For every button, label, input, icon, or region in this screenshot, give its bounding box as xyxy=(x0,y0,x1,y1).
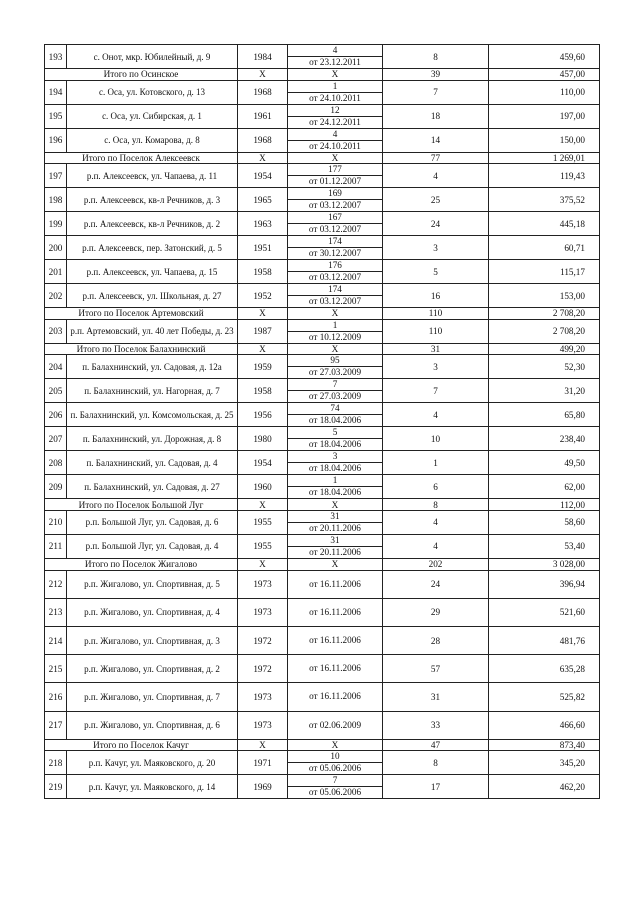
document-cell xyxy=(288,711,383,739)
document-date: от 05.06.2006 xyxy=(308,763,362,774)
address-cell: с. Оса, ул. Котовского, д. 13 xyxy=(67,80,238,104)
row-number-cell: 213 xyxy=(45,598,67,626)
count-cell: 10 xyxy=(383,427,489,451)
count-cell: 57 xyxy=(383,655,489,683)
count-cell: 31 xyxy=(383,343,489,355)
count-cell: 5 xyxy=(383,260,489,284)
table-row xyxy=(45,510,600,534)
address-cell: р.п. Алексеевск, ул. Чапаева, д. 15 xyxy=(67,260,238,284)
document-cell xyxy=(288,128,383,152)
document-number: 167 xyxy=(288,212,382,224)
area-cell: 52,30 xyxy=(489,355,600,379)
document-cell: Х xyxy=(288,152,383,164)
document-cell xyxy=(288,683,383,711)
document-number: 10 xyxy=(288,751,382,763)
subtotal-label: Итого по Поселок Жигалово xyxy=(45,558,238,570)
count-cell: 110 xyxy=(383,319,489,343)
document-cell xyxy=(288,164,383,188)
subtotal-label: Итого по Поселок Качуг xyxy=(45,739,238,751)
subtotal-row xyxy=(45,499,600,511)
document-cell xyxy=(288,775,383,799)
document-number: 1 xyxy=(288,475,382,487)
area-cell: 238,40 xyxy=(489,427,600,451)
area-cell: 499,20 xyxy=(489,343,600,355)
document-date: от 20.11.2006 xyxy=(309,522,361,533)
area-cell: 31,20 xyxy=(489,379,600,403)
table-row xyxy=(45,626,600,654)
document-cell xyxy=(288,427,383,451)
address-cell: р.п. Жигалово, ул. Спортивная, д. 5 xyxy=(67,570,238,598)
document-number: 4 xyxy=(288,129,382,141)
row-number-cell: 214 xyxy=(45,626,67,654)
document-date: от 24.10.2011 xyxy=(309,140,361,151)
area-cell: 53,40 xyxy=(489,534,600,558)
area-cell: 1 269,01 xyxy=(489,152,600,164)
document-cell: Х xyxy=(288,308,383,320)
count-cell: 47 xyxy=(383,739,489,751)
subtotal-row xyxy=(45,308,600,320)
document-number: 7 xyxy=(288,379,382,391)
address-cell: р.п. Жигалово, ул. Спортивная, д. 3 xyxy=(67,626,238,654)
area-cell: 2 708,20 xyxy=(489,319,600,343)
year-cell: Х xyxy=(238,558,288,570)
address-cell: п. Балахнинский, ул. Садовая, д. 12а xyxy=(67,355,238,379)
subtotal-label: Итого по Поселок Балахнинский xyxy=(45,343,238,355)
area-cell: 65,80 xyxy=(489,403,600,427)
count-cell: 3 xyxy=(383,355,489,379)
count-cell: 24 xyxy=(383,570,489,598)
count-cell: 4 xyxy=(383,534,489,558)
row-number-cell: 219 xyxy=(45,775,67,799)
row-number-cell: 217 xyxy=(45,711,67,739)
row-number-cell: 211 xyxy=(45,534,67,558)
count-cell: 17 xyxy=(383,775,489,799)
table-row xyxy=(45,427,600,451)
row-number-cell: 207 xyxy=(45,427,67,451)
area-cell: 3 028,00 xyxy=(489,558,600,570)
area-cell: 462,20 xyxy=(489,775,600,799)
table-row xyxy=(45,379,600,403)
year-cell: 1961 xyxy=(238,104,288,128)
document-date: от 10.12.2009 xyxy=(308,331,362,342)
year-cell: 1955 xyxy=(238,510,288,534)
year-cell: Х xyxy=(238,152,288,164)
document-cell xyxy=(288,80,383,104)
document-date: от 30.12.2007 xyxy=(308,248,362,259)
document-cell xyxy=(288,598,383,626)
count-cell: 14 xyxy=(383,128,489,152)
address-cell: с. Онот, мкр. Юбилейный, д. 9 xyxy=(67,45,238,69)
document-number: 169 xyxy=(288,188,382,200)
table-row xyxy=(45,236,600,260)
document-cell xyxy=(288,570,383,598)
document-date: от 18.04.2006 xyxy=(308,439,362,450)
address-cell: с. Оса, ул. Комарова, д. 8 xyxy=(67,128,238,152)
document-date: от 18.04.2006 xyxy=(308,487,362,498)
document-cell xyxy=(288,45,383,69)
subtotal-row xyxy=(45,739,600,751)
year-cell: 1963 xyxy=(238,212,288,236)
count-cell: 110 xyxy=(383,308,489,320)
year-cell: 1959 xyxy=(238,355,288,379)
subtotal-row xyxy=(45,152,600,164)
table-row xyxy=(45,534,600,558)
area-cell: 635,28 xyxy=(489,655,600,683)
table-row xyxy=(45,570,600,598)
document-cell xyxy=(288,284,383,308)
count-cell: 25 xyxy=(383,188,489,212)
year-cell: 1987 xyxy=(238,319,288,343)
count-cell: 28 xyxy=(383,626,489,654)
document-cell xyxy=(288,655,383,683)
count-cell: 6 xyxy=(383,475,489,499)
document-cell xyxy=(288,451,383,475)
address-cell: р.п. Алексеевск, кв-л Речников, д. 3 xyxy=(67,188,238,212)
year-cell: 1972 xyxy=(238,655,288,683)
area-cell: 115,17 xyxy=(489,260,600,284)
document-cell xyxy=(288,475,383,499)
row-number-cell: 215 xyxy=(45,655,67,683)
area-cell: 60,71 xyxy=(489,236,600,260)
area-cell: 49,50 xyxy=(489,451,600,475)
document-number: 31 xyxy=(288,511,382,523)
count-cell: 77 xyxy=(383,152,489,164)
document-date: от 03.12.2007 xyxy=(308,200,362,211)
count-cell: 202 xyxy=(383,558,489,570)
document-date: от 27.03.2009 xyxy=(308,367,362,378)
table-row xyxy=(45,260,600,284)
year-cell: Х xyxy=(238,343,288,355)
count-cell: 39 xyxy=(383,69,489,81)
row-number-cell: 202 xyxy=(45,284,67,308)
year-cell: 1951 xyxy=(238,236,288,260)
year-cell: 1973 xyxy=(238,683,288,711)
document-cell xyxy=(288,212,383,236)
document-date: от 16.11.2006 xyxy=(309,691,361,702)
count-cell: 16 xyxy=(383,284,489,308)
subtotal-row xyxy=(45,343,600,355)
document-cell xyxy=(288,534,383,558)
row-number-cell: 208 xyxy=(45,451,67,475)
document-number: 1 xyxy=(288,320,382,332)
row-number-cell: 209 xyxy=(45,475,67,499)
document-number: 3 xyxy=(288,451,382,463)
area-cell: 153,00 xyxy=(489,284,600,308)
document-cell xyxy=(288,260,383,284)
table-row xyxy=(45,104,600,128)
document-number: 1 xyxy=(288,81,382,93)
row-number-cell: 193 xyxy=(45,45,67,69)
count-cell: 7 xyxy=(383,379,489,403)
document-date: от 23.12.2011 xyxy=(309,57,361,67)
document-number: 177 xyxy=(288,164,382,176)
row-number-cell: 216 xyxy=(45,683,67,711)
year-cell: Х xyxy=(238,69,288,81)
row-number-cell: 204 xyxy=(45,355,67,379)
document-date: от 18.04.2006 xyxy=(308,463,362,474)
area-cell: 445,18 xyxy=(489,212,600,236)
subtotal-row xyxy=(45,69,600,81)
table-row xyxy=(45,212,600,236)
address-cell: р.п. Жигалово, ул. Спортивная, д. 4 xyxy=(67,598,238,626)
area-cell: 2 708,20 xyxy=(489,308,600,320)
document-number: 174 xyxy=(288,236,382,248)
table-row xyxy=(45,128,600,152)
row-number-cell: 203 xyxy=(45,319,67,343)
table-row xyxy=(45,655,600,683)
row-number-cell: 205 xyxy=(45,379,67,403)
table-row xyxy=(45,598,600,626)
subtotal-row xyxy=(45,558,600,570)
address-cell: п. Балахнинский, ул. Дорожная, д. 8 xyxy=(67,427,238,451)
area-cell: 375,52 xyxy=(489,188,600,212)
document-date: от 24.10.2011 xyxy=(309,92,361,103)
document-cell xyxy=(288,510,383,534)
count-cell: 4 xyxy=(383,403,489,427)
year-cell: 1956 xyxy=(238,403,288,427)
table-row xyxy=(45,451,600,475)
register-body xyxy=(45,45,600,799)
year-cell: 1958 xyxy=(238,379,288,403)
count-cell: 4 xyxy=(383,164,489,188)
count-cell: 8 xyxy=(383,751,489,775)
document-cell xyxy=(288,188,383,212)
area-cell: 459,60 xyxy=(489,45,600,69)
document-date: от 27.03.2009 xyxy=(308,391,362,402)
year-cell: 1968 xyxy=(238,80,288,104)
count-cell: 7 xyxy=(383,80,489,104)
address-cell: р.п. Жигалово, ул. Спортивная, д. 7 xyxy=(67,683,238,711)
address-cell: р.п. Большой Луг, ул. Садовая, д. 4 xyxy=(67,534,238,558)
document-cell xyxy=(288,236,383,260)
document-cell: Х xyxy=(288,69,383,81)
table-row xyxy=(45,164,600,188)
row-number-cell: 206 xyxy=(45,403,67,427)
area-cell: 873,40 xyxy=(489,739,600,751)
area-cell: 466,60 xyxy=(489,711,600,739)
document-number: 12 xyxy=(288,105,382,117)
count-cell: 1 xyxy=(383,451,489,475)
year-cell: Х xyxy=(238,499,288,511)
area-cell: 58,60 xyxy=(489,510,600,534)
count-cell: 4 xyxy=(383,510,489,534)
year-cell: 1954 xyxy=(238,451,288,475)
address-cell: р.п. Алексеевск, ул. Чапаева, д. 11 xyxy=(67,164,238,188)
year-cell: 1955 xyxy=(238,534,288,558)
address-cell: р.п. Алексеевск, пер. Затонский, д. 5 xyxy=(67,236,238,260)
area-cell: 150,00 xyxy=(489,128,600,152)
year-cell: Х xyxy=(238,308,288,320)
address-cell: р.п. Жигалово, ул. Спортивная, д. 2 xyxy=(67,655,238,683)
document-cell xyxy=(288,104,383,128)
year-cell: 1973 xyxy=(238,570,288,598)
document-date: от 24.12.2011 xyxy=(309,116,361,127)
year-cell: 1984 xyxy=(238,45,288,69)
count-cell: 33 xyxy=(383,711,489,739)
area-cell: 110,00 xyxy=(489,80,600,104)
address-cell: п. Балахнинский, ул. Нагорная, д. 7 xyxy=(67,379,238,403)
document-number: 74 xyxy=(288,403,382,415)
document-date: от 03.12.2007 xyxy=(308,272,362,283)
document-date: от 02.06.2009 xyxy=(308,719,362,730)
housing-register-table xyxy=(44,44,600,799)
address-cell: р.п. Артемовский, ул. 40 лет Победы, д. 23 xyxy=(67,319,238,343)
year-cell: 1960 xyxy=(238,475,288,499)
table-row xyxy=(45,284,600,308)
document-number: 4 xyxy=(288,45,382,57)
document-date: от 16.11.2006 xyxy=(309,578,361,589)
area-cell: 521,60 xyxy=(489,598,600,626)
document-date: от 20.11.2006 xyxy=(309,546,361,557)
document-date: от 16.11.2006 xyxy=(309,635,361,646)
document-number: 31 xyxy=(288,535,382,547)
table-row xyxy=(45,188,600,212)
table-row xyxy=(45,355,600,379)
document-cell xyxy=(288,751,383,775)
area-cell: 345,20 xyxy=(489,751,600,775)
year-cell: 1973 xyxy=(238,598,288,626)
area-cell: 197,00 xyxy=(489,104,600,128)
address-cell: р.п. Качуг, ул. Маяковского, д. 20 xyxy=(67,751,238,775)
table-row xyxy=(45,475,600,499)
document-number: 176 xyxy=(288,260,382,272)
address-cell: р.п. Алексеевск, ул. Школьная, д. 27 xyxy=(67,284,238,308)
row-number-cell: 196 xyxy=(45,128,67,152)
count-cell: 8 xyxy=(383,45,489,69)
row-number-cell: 199 xyxy=(45,212,67,236)
document-cell: Х xyxy=(288,739,383,751)
row-number-cell: 218 xyxy=(45,751,67,775)
document-number: 5 xyxy=(288,427,382,439)
document-cell: Х xyxy=(288,343,383,355)
document-cell: Х xyxy=(288,558,383,570)
count-cell: 18 xyxy=(383,104,489,128)
address-cell: п. Балахнинский, ул. Комсомольская, д. 25 xyxy=(67,403,238,427)
document-cell xyxy=(288,403,383,427)
document-date: от 18.04.2006 xyxy=(308,415,362,426)
area-cell: 525,82 xyxy=(489,683,600,711)
document-cell xyxy=(288,626,383,654)
document-date: от 01.12.2007 xyxy=(308,176,362,187)
year-cell: 1973 xyxy=(238,711,288,739)
count-cell: 24 xyxy=(383,212,489,236)
document-date: от 05.06.2006 xyxy=(308,787,362,798)
document-cell xyxy=(288,379,383,403)
year-cell: 1971 xyxy=(238,751,288,775)
address-cell: р.п. Качуг, ул. Маяковского, д. 14 xyxy=(67,775,238,799)
area-cell: 481,76 xyxy=(489,626,600,654)
table-row xyxy=(45,683,600,711)
row-number-cell: 194 xyxy=(45,80,67,104)
area-cell: 396,94 xyxy=(489,570,600,598)
table-row xyxy=(45,80,600,104)
row-number-cell: 210 xyxy=(45,510,67,534)
area-cell: 62,00 xyxy=(489,475,600,499)
subtotal-label: Итого по Поселок Большой Луг xyxy=(45,499,238,511)
row-number-cell: 195 xyxy=(45,104,67,128)
area-cell: 112,00 xyxy=(489,499,600,511)
table-row xyxy=(45,403,600,427)
row-number-cell: 198 xyxy=(45,188,67,212)
document-cell xyxy=(288,355,383,379)
document-date: от 03.12.2007 xyxy=(308,296,362,307)
address-cell: р.п. Жигалово, ул. Спортивная, д. 6 xyxy=(67,711,238,739)
subtotal-label: Итого по Поселок Артемовский xyxy=(45,308,238,320)
document-date: от 16.11.2006 xyxy=(309,606,361,617)
year-cell: 1968 xyxy=(238,128,288,152)
subtotal-label: Итого по Осинское xyxy=(45,69,238,81)
address-cell: п. Балахнинский, ул. Садовая, д. 27 xyxy=(67,475,238,499)
address-cell: п. Балахнинский, ул. Садовая, д. 4 xyxy=(67,451,238,475)
address-cell: р.п. Большой Луг, ул. Садовая, д. 6 xyxy=(67,510,238,534)
document-cell xyxy=(288,319,383,343)
document-number: 7 xyxy=(288,775,382,787)
address-cell: с. Оса, ул. Сибирская, д. 1 xyxy=(67,104,238,128)
row-number-cell: 212 xyxy=(45,570,67,598)
year-cell: 1980 xyxy=(238,427,288,451)
year-cell: 1952 xyxy=(238,284,288,308)
table-row xyxy=(45,711,600,739)
count-cell: 31 xyxy=(383,683,489,711)
row-number-cell: 197 xyxy=(45,164,67,188)
table-row xyxy=(45,319,600,343)
count-cell: 29 xyxy=(383,598,489,626)
year-cell: Х xyxy=(238,739,288,751)
document-number: 174 xyxy=(288,284,382,296)
document-number: 95 xyxy=(288,355,382,367)
area-cell: 119,43 xyxy=(489,164,600,188)
table-row xyxy=(45,45,600,69)
year-cell: 1972 xyxy=(238,626,288,654)
table-row xyxy=(45,751,600,775)
row-number-cell: 201 xyxy=(45,260,67,284)
subtotal-label: Итого по Поселок Алексеевск xyxy=(45,152,238,164)
year-cell: 1965 xyxy=(238,188,288,212)
document-cell: Х xyxy=(288,499,383,511)
table-row xyxy=(45,775,600,799)
row-number-cell: 200 xyxy=(45,236,67,260)
count-cell: 3 xyxy=(383,236,489,260)
area-cell: 457,00 xyxy=(489,69,600,81)
year-cell: 1969 xyxy=(238,775,288,799)
document-date: от 03.12.2007 xyxy=(308,224,362,235)
address-cell: р.п. Алексеевск, кв-л Речников, д. 2 xyxy=(67,212,238,236)
year-cell: 1954 xyxy=(238,164,288,188)
year-cell: 1958 xyxy=(238,260,288,284)
count-cell: 8 xyxy=(383,499,489,511)
document-date: от 16.11.2006 xyxy=(309,663,361,674)
